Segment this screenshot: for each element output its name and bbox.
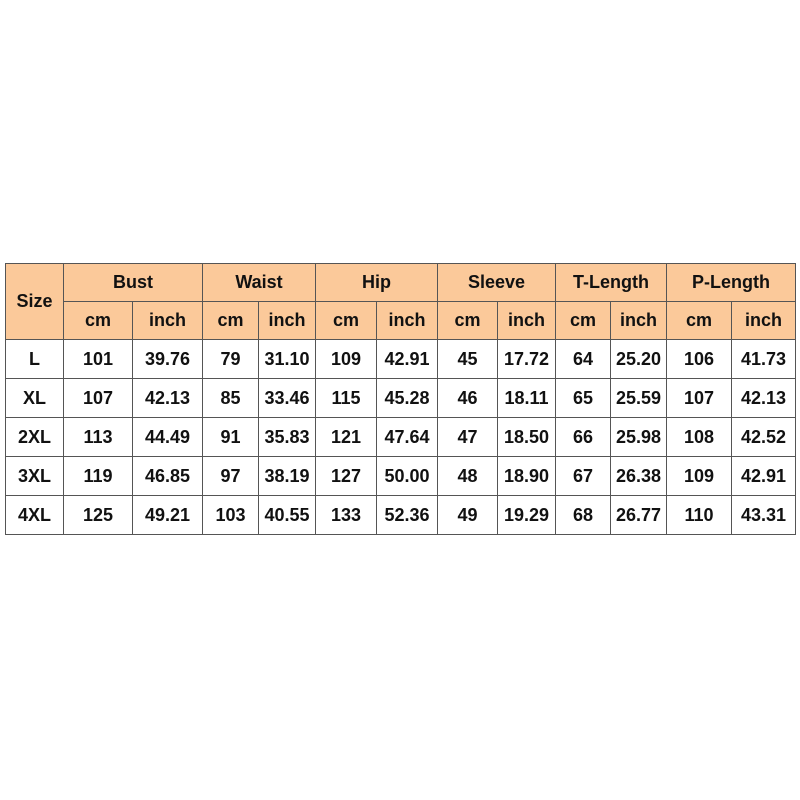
measurement-cell: 50.00	[377, 457, 438, 496]
measurement-cell: 49.21	[133, 496, 203, 535]
size-cell: XL	[6, 379, 64, 418]
measurement-cell: 47.64	[377, 418, 438, 457]
measurement-cell: 17.72	[498, 340, 556, 379]
measurement-cell: 91	[203, 418, 259, 457]
measurement-cell: 42.52	[732, 418, 796, 457]
size-cell: L	[6, 340, 64, 379]
unit-header-row	[6, 302, 796, 340]
measurement-cell: 113	[64, 418, 133, 457]
group-header-p-length: P-Length	[667, 264, 796, 302]
table-row	[6, 496, 796, 535]
table-row	[6, 379, 796, 418]
size-cell: 3XL	[6, 457, 64, 496]
size-cell: 2XL	[6, 418, 64, 457]
measurement-cell: 39.76	[133, 340, 203, 379]
unit-header: inch	[377, 302, 438, 340]
unit-header: inch	[498, 302, 556, 340]
group-header-sleeve: Sleeve	[438, 264, 556, 302]
measurement-cell: 68	[556, 496, 611, 535]
measurement-cell: 18.50	[498, 418, 556, 457]
unit-header: cm	[316, 302, 377, 340]
group-header-t-length: T-Length	[556, 264, 667, 302]
measurement-cell: 85	[203, 379, 259, 418]
group-header-waist: Waist	[203, 264, 316, 302]
measurement-cell: 25.20	[611, 340, 667, 379]
measurement-cell: 97	[203, 457, 259, 496]
size-table	[5, 263, 796, 535]
measurement-cell: 125	[64, 496, 133, 535]
measurement-cell: 43.31	[732, 496, 796, 535]
measurement-cell: 18.11	[498, 379, 556, 418]
measurement-cell: 46	[438, 379, 498, 418]
measurement-cell: 42.13	[732, 379, 796, 418]
measurement-cell: 26.77	[611, 496, 667, 535]
unit-header: cm	[667, 302, 732, 340]
measurement-cell: 33.46	[259, 379, 316, 418]
measurement-cell: 40.55	[259, 496, 316, 535]
unit-header: inch	[611, 302, 667, 340]
measurement-cell: 35.83	[259, 418, 316, 457]
measurement-cell: 45.28	[377, 379, 438, 418]
measurement-cell: 64	[556, 340, 611, 379]
group-header-hip: Hip	[316, 264, 438, 302]
measurement-cell: 67	[556, 457, 611, 496]
measurement-cell: 31.10	[259, 340, 316, 379]
measurement-cell: 48	[438, 457, 498, 496]
measurement-cell: 109	[316, 340, 377, 379]
measurement-cell: 42.91	[732, 457, 796, 496]
measurement-cell: 66	[556, 418, 611, 457]
unit-header: cm	[556, 302, 611, 340]
measurement-cell: 41.73	[732, 340, 796, 379]
measurement-cell: 52.36	[377, 496, 438, 535]
size-header: Size	[6, 264, 64, 340]
measurement-cell: 115	[316, 379, 377, 418]
table-row	[6, 457, 796, 496]
measurement-cell: 101	[64, 340, 133, 379]
group-header-bust: Bust	[64, 264, 203, 302]
measurement-cell: 26.38	[611, 457, 667, 496]
measurement-cell: 46.85	[133, 457, 203, 496]
measurement-cell: 65	[556, 379, 611, 418]
size-cell: 4XL	[6, 496, 64, 535]
measurement-cell: 108	[667, 418, 732, 457]
size-chart	[5, 263, 795, 535]
measurement-cell: 44.49	[133, 418, 203, 457]
unit-header: inch	[732, 302, 796, 340]
measurement-cell: 42.91	[377, 340, 438, 379]
unit-header: inch	[259, 302, 316, 340]
measurement-cell: 79	[203, 340, 259, 379]
size-table-body	[6, 340, 796, 535]
unit-header: inch	[133, 302, 203, 340]
measurement-cell: 119	[64, 457, 133, 496]
group-header-row	[6, 264, 796, 302]
measurement-cell: 42.13	[133, 379, 203, 418]
measurement-cell: 107	[667, 379, 732, 418]
measurement-cell: 127	[316, 457, 377, 496]
table-row	[6, 418, 796, 457]
measurement-cell: 107	[64, 379, 133, 418]
measurement-cell: 25.98	[611, 418, 667, 457]
measurement-cell: 19.29	[498, 496, 556, 535]
measurement-cell: 103	[203, 496, 259, 535]
measurement-cell: 121	[316, 418, 377, 457]
measurement-cell: 110	[667, 496, 732, 535]
measurement-cell: 49	[438, 496, 498, 535]
unit-header: cm	[438, 302, 498, 340]
measurement-cell: 38.19	[259, 457, 316, 496]
table-row	[6, 340, 796, 379]
measurement-cell: 133	[316, 496, 377, 535]
measurement-cell: 47	[438, 418, 498, 457]
unit-header: cm	[64, 302, 133, 340]
unit-header: cm	[203, 302, 259, 340]
measurement-cell: 18.90	[498, 457, 556, 496]
measurement-cell: 109	[667, 457, 732, 496]
measurement-cell: 45	[438, 340, 498, 379]
measurement-cell: 106	[667, 340, 732, 379]
measurement-cell: 25.59	[611, 379, 667, 418]
